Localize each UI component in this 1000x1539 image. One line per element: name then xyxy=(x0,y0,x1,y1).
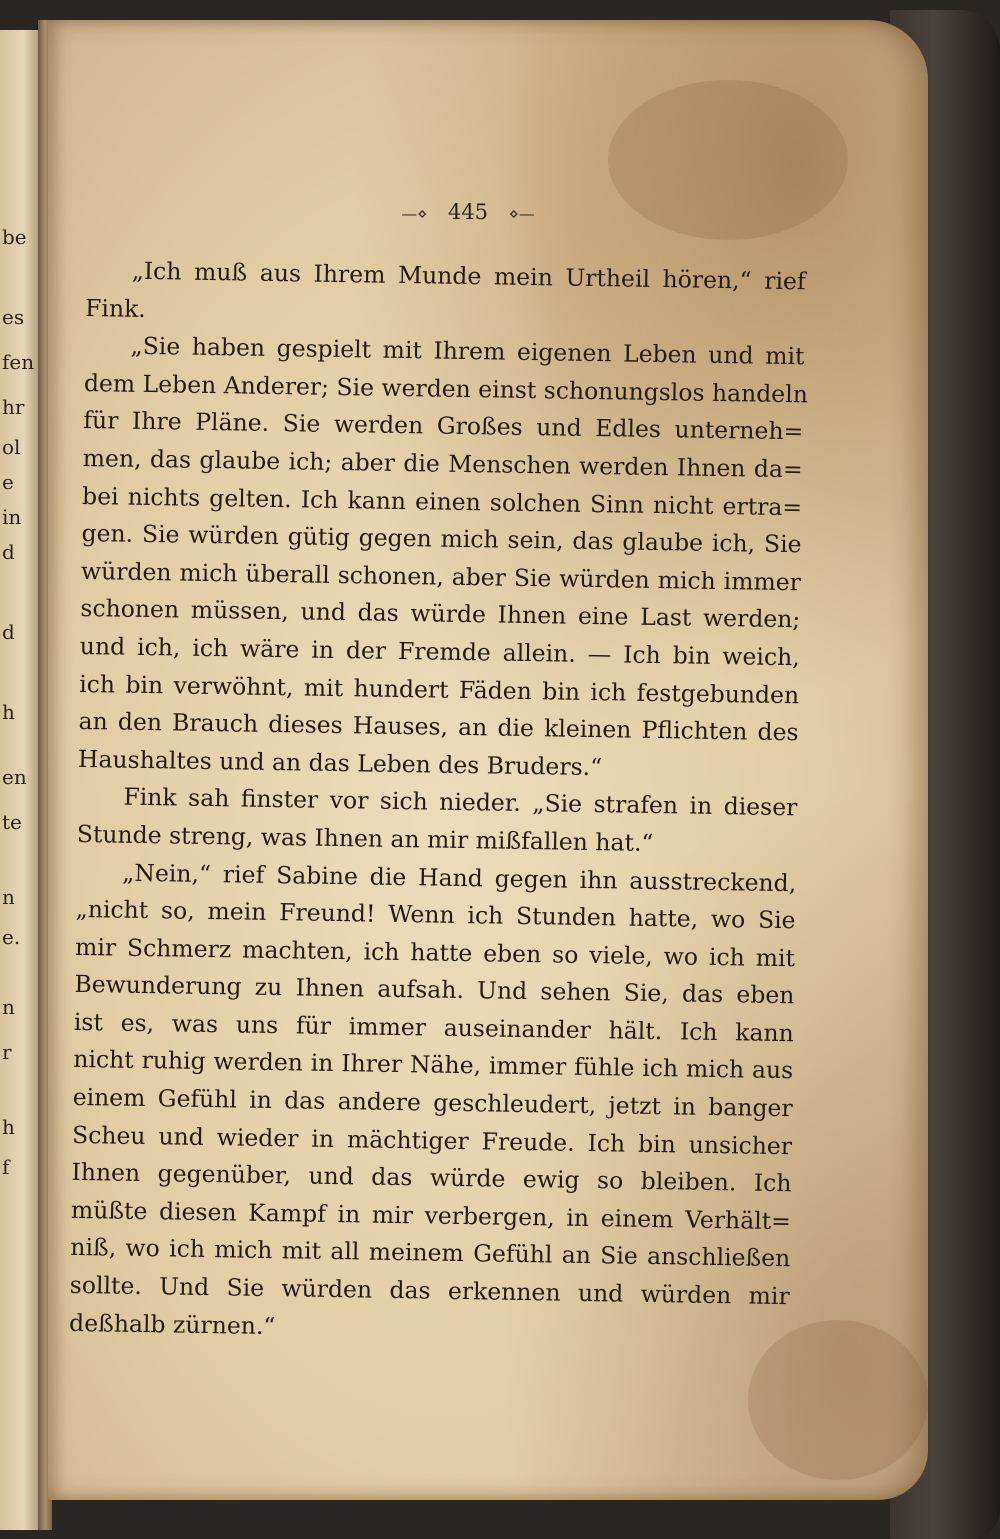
text-line: „nicht so, mein Freund! Wenn ich Stunden hatte, wo Sie xyxy=(75,895,796,935)
text-line: deßhalb zürnen.“ xyxy=(68,1308,276,1340)
text-line: Ihnen gegenüber, und das würde ewig so bleiben. Ich xyxy=(71,1158,792,1198)
text-line: niß, wo ich mich mit all meinem Gefühl an Sie anschließen xyxy=(70,1233,791,1273)
text-line: würden mich überall schonen, aber Sie würden mich immer xyxy=(80,556,802,597)
stain xyxy=(608,80,848,240)
left-page-fragment: be xyxy=(2,225,27,249)
left-page-fragment: hr xyxy=(2,395,25,419)
ornament-right: ⋄— xyxy=(508,204,535,223)
left-page-fragment: ol xyxy=(2,435,21,459)
text-line: Bewunderung zu Ihnen aufsah. Und sehen Sie, das eben xyxy=(74,970,795,1010)
left-page-fragment: in xyxy=(2,505,22,529)
left-page-fragment: te xyxy=(2,810,22,834)
text-line: schonen müssen, und das würde Ihnen eine Last werden; xyxy=(80,594,801,634)
body-text xyxy=(68,252,809,1353)
ornament-left: —⋄ xyxy=(401,204,428,223)
text-line: gen. Sie würden gütig gegen mich sein, das glaube ich, Sie xyxy=(81,519,802,559)
left-page-fragment: en xyxy=(2,765,27,789)
text-line: Fink. xyxy=(84,293,147,323)
text-line: mir Schmerz machten, ich hatte eben so viele, wo ich mit xyxy=(74,932,796,972)
text-line: sollte. Und Sie würden das erkennen und würden mir xyxy=(69,1270,790,1311)
page-number: 445 xyxy=(447,200,489,224)
text-line: Stunde streng, was Ihnen an mir mißfallen hat.“ xyxy=(76,819,654,857)
text-line: dem Leben Anderer; Sie werden einst schonungslos handeln xyxy=(83,368,809,409)
text-line: Scheu und wieder in mächtiger Freude. Ich bin unsicher xyxy=(71,1120,793,1160)
left-page-fragment: r xyxy=(2,1040,12,1064)
left-page-fragment: h xyxy=(2,700,15,724)
paragraph xyxy=(85,252,806,338)
text-line: bei nichts gelten. Ich kann einen solchen Sinn nicht ertra= xyxy=(81,481,803,521)
left-page-fragment: e. xyxy=(2,925,21,949)
left-page-fragment: f xyxy=(2,1155,10,1179)
left-page-fragment: d xyxy=(2,540,15,564)
left-page-fragment: es xyxy=(2,305,25,329)
paragraph xyxy=(69,853,797,1353)
page-number-header xyxy=(348,200,588,224)
left-page-fragment: n xyxy=(2,885,15,909)
text-line: und ich, ich wäre in der Fremde allein. — Ich bin weich, xyxy=(79,631,800,672)
text-line: müßte diesen Kampf in mir verbergen, in einem Verhält= xyxy=(70,1195,792,1236)
paragraph xyxy=(77,778,798,864)
text-line: „Nein,“ rief Sabine die Hand gegen ihn ausstreckend, xyxy=(122,858,797,897)
paragraph xyxy=(77,327,809,789)
left-page-fragment: fen xyxy=(2,350,34,374)
text-line: Fink sah finster vor sich nieder. „Sie strafen in dieser xyxy=(123,782,798,822)
text-line: Haushaltes und an das Leben des Bruders.“ xyxy=(77,744,603,781)
book-page xyxy=(48,20,928,1500)
text-line: nicht ruhig werden in Ihrer Nähe, immer fühle ich mich aus xyxy=(73,1045,794,1085)
left-facing-page xyxy=(0,30,43,1530)
text-line: ist es, was uns für immer auseinander hält. Ich kann xyxy=(73,1007,795,1048)
left-page-fragment: e xyxy=(2,470,14,494)
text-line: men, das glaube ich; aber die Menschen werden Ihnen da= xyxy=(82,443,803,484)
text-line: ich bin verwöhnt, mit hundert Fäden bin ich festgebunden xyxy=(79,669,800,709)
text-line: an den Brauch dieses Hauses, an die kleinen Pflichten des xyxy=(78,707,799,747)
text-line: „Sie haben gespielt mit Ihrem eigenen Leben und mit xyxy=(130,331,805,371)
text-line: „Ich muß aus Ihrem Munde mein Urtheil hören,“ rief xyxy=(131,256,806,296)
left-page-fragment: h xyxy=(2,1115,15,1139)
left-page-fragment: d xyxy=(2,620,15,644)
text-line: einem Gefühl in das andere geschleudert, jetzt in banger xyxy=(72,1082,793,1123)
text-line: für Ihre Pläne. Sie werden Großes und Edles unterneh= xyxy=(83,406,804,446)
left-page-fragment: n xyxy=(2,995,15,1019)
